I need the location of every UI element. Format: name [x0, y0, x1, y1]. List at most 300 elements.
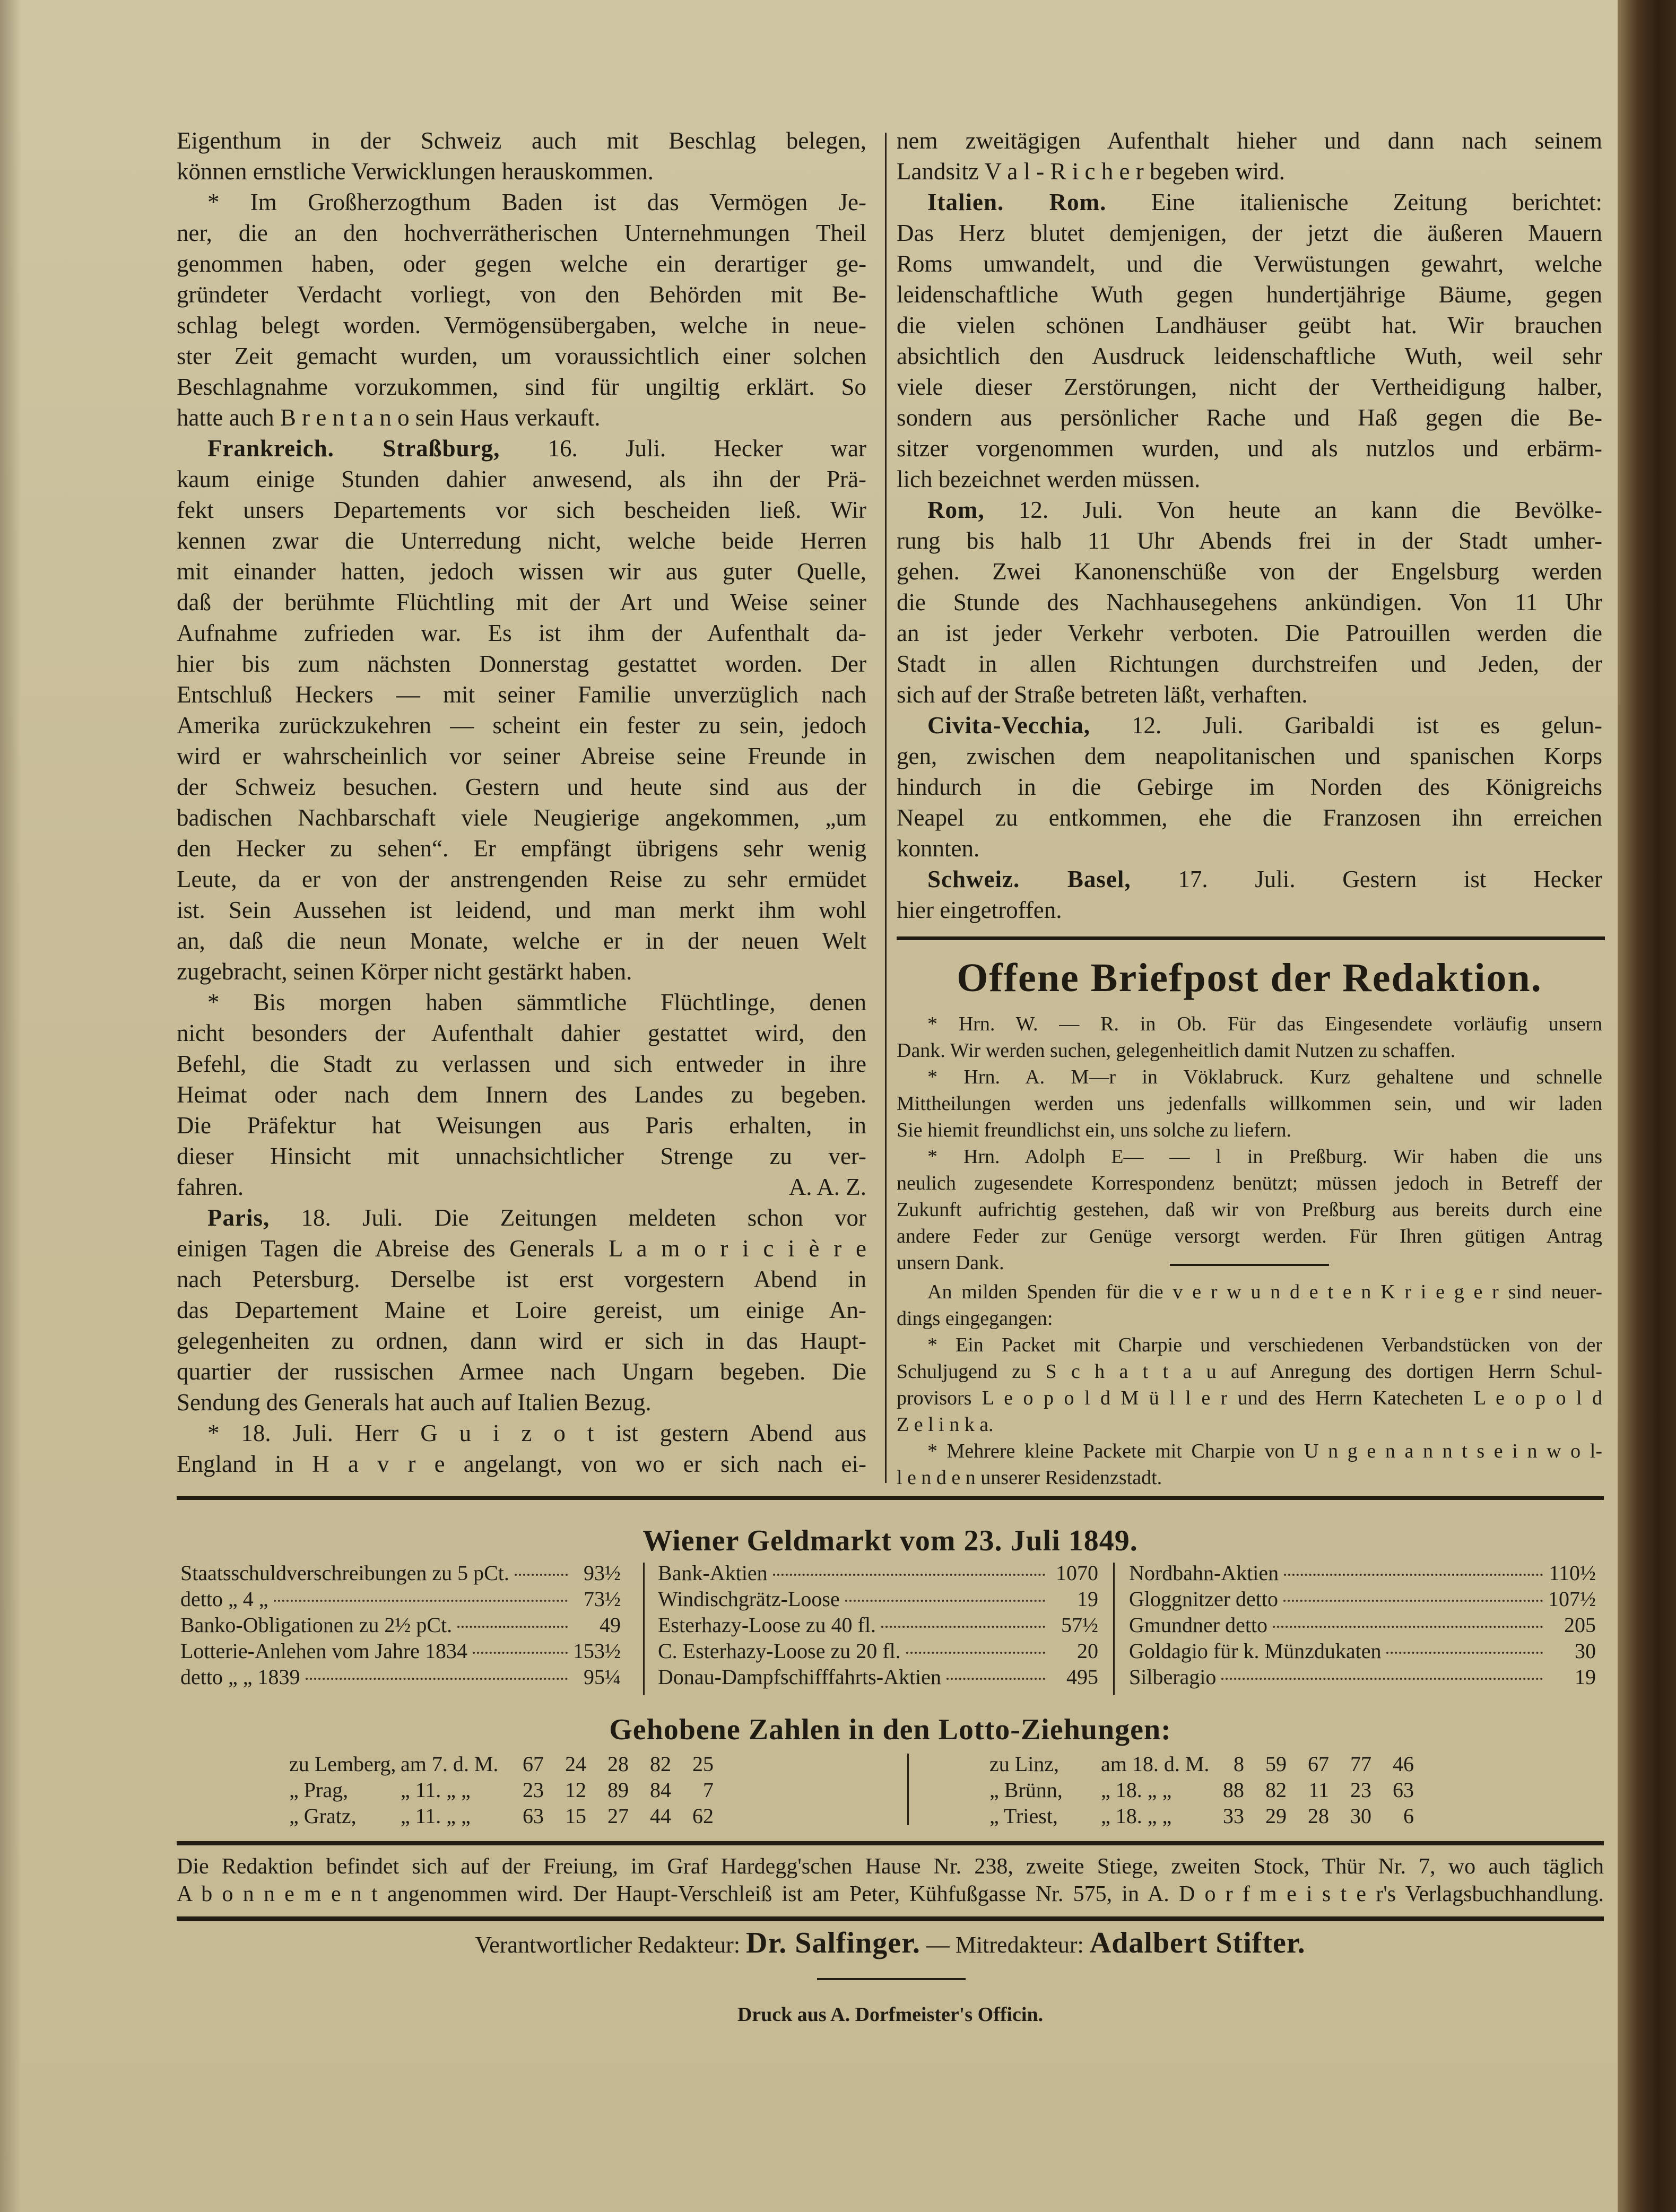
- article-paragraph: [177, 433, 866, 987]
- security-price: 49: [600, 1613, 621, 1637]
- security-price: 57½: [1061, 1613, 1098, 1637]
- briefpost-heading: Offene Briefpost der Redaktion.: [957, 956, 1542, 1000]
- line-text: sich auf der Straße betreten läßt, verhaften.: [897, 681, 1308, 708]
- text-line: [897, 1037, 1602, 1064]
- line-text: Stadt in allen Richtungen durchstreifen und Jeden, der: [897, 650, 1602, 677]
- security-price: 495: [1066, 1665, 1098, 1689]
- market-row: [1129, 1560, 1596, 1586]
- lotto-number: 44: [650, 1804, 671, 1828]
- market-row: [180, 1612, 621, 1638]
- dot-leader: [457, 1626, 568, 1628]
- market-row: [658, 1664, 1098, 1690]
- line-text: Sendung des Generals hat auch auf Italien Bezug.: [177, 1389, 652, 1416]
- text-line: [177, 987, 866, 1018]
- text-line: [897, 1464, 1602, 1491]
- text-line: [177, 1387, 866, 1418]
- text-line: [177, 802, 866, 833]
- lotto-number: 30: [1350, 1804, 1371, 1828]
- line-text: ist. Sein Aussehen ist leidend, und man merkt ihm wohl: [177, 897, 866, 923]
- line-text: gen, zwischen dem neapolitanischen und spanischen Korps: [897, 743, 1602, 769]
- geldmarkt-title: Wiener Geldmarkt vom 23. Juli 1849.: [642, 1524, 1138, 1557]
- line-text: Entschluß Heckers — mit seiner Familie unverzüglich nach: [177, 681, 866, 708]
- text-line: [897, 710, 1602, 741]
- line-text: * Im Großherzogthum Baden ist das Vermögen Je-: [207, 189, 866, 215]
- line-text: * Hrn. Adolph E— — l in Preßburg. Wir haben die uns: [927, 1146, 1602, 1168]
- line-text: Amerika zurückzukehren — scheint ein fester zu sein, jedoch: [177, 712, 866, 739]
- text-line: [897, 248, 1602, 279]
- text-line: [177, 464, 866, 495]
- line-text: * Hrn. W. — R. in Ob. Für das Eingesendete vorläufig unsern: [927, 1013, 1602, 1035]
- article-paragraph: [897, 1279, 1602, 1332]
- line-text: den Hecker zu sehen“. Er empfängt übrigens sehr wenig: [177, 835, 866, 862]
- editor-label: Verantwortlicher Redakteur:: [475, 1932, 741, 1958]
- donations-notes: [897, 1279, 1602, 1491]
- market-row: [658, 1612, 1098, 1638]
- dot-leader: [906, 1652, 1045, 1654]
- lotto-place: „ Prag,: [289, 1778, 349, 1802]
- text-line: [897, 1438, 1602, 1464]
- line-text: * 18. Juli. Herr G u i z o t ist gestern Abend aus: [207, 1420, 866, 1446]
- text-line: [177, 218, 866, 248]
- line-text: Eigenthum in der Schweiz auch mit Beschlag belegen,: [177, 127, 866, 154]
- text-line: [897, 1250, 1602, 1276]
- security-name: Goldagio für k. Münzdukaten: [1129, 1639, 1382, 1663]
- geldmarkt-column-2: [658, 1560, 1098, 1690]
- text-line: [897, 1143, 1602, 1170]
- lotto-row: [989, 1751, 1414, 1777]
- lotto-number: 67: [523, 1752, 544, 1776]
- line-text: sitzer vorgenommen wurden, und als nutzlos und erbärm-: [897, 435, 1602, 462]
- text-line: [177, 1048, 866, 1079]
- geldmarkt-column-3: [1129, 1560, 1596, 1690]
- text-line: [177, 587, 866, 618]
- lotto-date: am 18. d. M.: [1101, 1752, 1210, 1776]
- article-paragraph: [897, 187, 1602, 495]
- line-text: l e n d e n unserer Residenzstadt.: [897, 1467, 1162, 1489]
- table-divider: [1113, 1563, 1115, 1695]
- line-text: an ist jeder Verkehr verboten. Die Patrouillen werden die: [897, 620, 1602, 646]
- dot-leader: [306, 1678, 568, 1680]
- line-text: * Hrn. A. M—r in Vöklabruck. Kurz gehaltene und schnelle: [927, 1066, 1602, 1088]
- security-name: Esterhazy-Loose zu 40 fl.: [658, 1613, 876, 1637]
- text-line: [897, 618, 1602, 648]
- text-line: [177, 833, 866, 864]
- lotto-row: [289, 1751, 714, 1777]
- security-name: detto „ 4 „: [180, 1587, 268, 1611]
- line-text: das Departement Maine et Loire gereist, um einige An-: [177, 1297, 866, 1323]
- text-line: [177, 864, 866, 895]
- text-line: [897, 648, 1602, 679]
- section-rule: [177, 1496, 1604, 1500]
- line-text: * Mehrere kleine Packete mit Charpie von U n g e n a n n t s e i n w o l-: [927, 1440, 1602, 1462]
- lotto-number: 63: [1393, 1778, 1414, 1802]
- line-text: die vielen schönen Landhäuser geübt hat. Wir brauchen: [897, 312, 1602, 339]
- text-line: [897, 310, 1602, 341]
- lotto-number: 62: [692, 1804, 714, 1828]
- text-line: [897, 1011, 1602, 1037]
- line-text: gehen. Zwei Kanonenschüße von der Engelsburg werden: [897, 558, 1602, 585]
- text-line: [177, 341, 866, 371]
- line-text: fekt unsers Departements vor sich bescheiden ließ. Wir: [177, 497, 866, 523]
- text-line: [897, 433, 1602, 464]
- lotto-place: „ Brünn,: [989, 1778, 1063, 1802]
- text-line: [177, 956, 866, 987]
- article-dateline: Schweiz. Basel,: [927, 866, 1131, 892]
- lotto-number: 12: [565, 1778, 586, 1802]
- market-row: [1129, 1612, 1596, 1638]
- lotto-number: 25: [692, 1752, 714, 1776]
- lotto-place: zu Lemberg,: [289, 1752, 396, 1776]
- line-text: neulich zugesendete Korrespondenz benützt; müssen jedoch in Betreff der: [897, 1172, 1602, 1194]
- book-binding: [1618, 0, 1676, 2212]
- market-row: [180, 1664, 621, 1690]
- dot-leader: [1386, 1652, 1543, 1654]
- security-name: Bank-Aktien: [658, 1561, 768, 1585]
- text-line: [897, 1170, 1602, 1196]
- lotto-number: 82: [650, 1752, 671, 1776]
- line-text: England in H a v r e angelangt, von wo er sich nach ei-: [177, 1451, 866, 1477]
- line-text: Eine italienische Zeitung berichtet:: [1106, 189, 1602, 215]
- short-rule: [817, 1978, 966, 1980]
- article-paragraph: [177, 1418, 866, 1479]
- line-text: die Stunde des Nachhausegehens ankündigen. Von 11 Uhr: [897, 589, 1602, 615]
- security-price: 110½: [1549, 1561, 1596, 1585]
- source-signature: A. A. Z.: [788, 1174, 866, 1200]
- text-line: [177, 248, 866, 279]
- security-price: 73½: [584, 1587, 621, 1611]
- text-line: [897, 156, 1602, 187]
- security-name: Gmundner detto: [1129, 1613, 1268, 1637]
- lotto-row: [289, 1803, 714, 1829]
- line-text: quartier der russischen Armee nach Ungarn begeben. Die: [177, 1358, 866, 1385]
- line-text: mit einander hatten, jedoch wissen wir aus guter Quelle,: [177, 558, 866, 585]
- market-row: [1129, 1638, 1596, 1664]
- lotto-place: zu Linz,: [989, 1752, 1060, 1776]
- text-line: [897, 1279, 1602, 1305]
- lotto-row: [989, 1803, 1414, 1829]
- article-paragraph: [897, 1438, 1602, 1491]
- section-rule: [177, 1841, 1604, 1845]
- lotto-number: 33: [1223, 1804, 1244, 1828]
- line-text: konnten.: [897, 835, 980, 862]
- text-line: [177, 1325, 866, 1356]
- dot-leader: [845, 1600, 1045, 1602]
- security-name: detto „ „ 1839: [180, 1665, 300, 1689]
- text-line: [897, 1223, 1602, 1250]
- lotto-date: „ 18. „ „: [1101, 1778, 1172, 1802]
- text-line: [897, 833, 1602, 864]
- security-name: Nordbahn-Aktien: [1129, 1561, 1279, 1585]
- text-line: [897, 125, 1602, 156]
- article-paragraph: [897, 1011, 1602, 1064]
- text-line: [897, 556, 1602, 587]
- table-divider: [907, 1754, 909, 1825]
- article-paragraph: [897, 125, 1602, 187]
- line-text: hatte auch B r e n t a n o sein Haus verkauft.: [177, 404, 601, 431]
- security-price: 30: [1575, 1639, 1596, 1663]
- article-paragraph: [897, 864, 1602, 925]
- line-text: absichtlich den Ausdruck leidenschaftliche Wuth, weil sehr: [897, 343, 1602, 369]
- editor-name: Dr. Salfinger.: [746, 1927, 921, 1959]
- security-name: Gloggnitzer detto: [1129, 1587, 1279, 1611]
- market-row: [658, 1560, 1098, 1586]
- lotto-number: 59: [1265, 1752, 1287, 1776]
- footer-line: Die Redaktion befindet sich auf der Freiung, im Graf Hardegg'schen Hause Nr. 238, zweite Stiege, zweiten Stock, Thür Nr. 7, wo auch täglich: [177, 1854, 1604, 1879]
- line-text: einigen Tagen die Abreise des Generals L a m o r i c i è r e: [177, 1235, 866, 1262]
- article-paragraph: [897, 1332, 1602, 1438]
- line-text: Aufnahme zufrieden war. Es ist ihm der Aufenthalt da-: [177, 620, 866, 646]
- lotto-date: „ 11. „ „: [401, 1804, 471, 1828]
- text-line: [177, 741, 866, 771]
- right-column: [897, 125, 1602, 925]
- market-row: [1129, 1664, 1596, 1690]
- article-dateline: Paris,: [207, 1204, 270, 1231]
- text-line: [177, 525, 866, 556]
- text-line: [897, 1196, 1602, 1223]
- line-text: nicht besonders der Aufenthalt dahier gestattet wird, den: [177, 1020, 866, 1046]
- line-text: leidenschaftliche Wuth gegen hundertjährige Bäume, gegen: [897, 281, 1602, 308]
- line-text: zugebracht, seinen Körper nicht gestärkt haben.: [177, 958, 632, 985]
- lotto-number: 88: [1223, 1778, 1244, 1802]
- security-name: Lotterie-Anlehen vom Jahre 1834: [180, 1639, 467, 1663]
- section-rule: [897, 936, 1605, 940]
- market-row: [1129, 1586, 1596, 1612]
- printer-imprint: Druck aus A. Dorfmeister's Officin.: [737, 2003, 1044, 2026]
- text-line: [177, 771, 866, 802]
- dot-leader: [1221, 1678, 1543, 1680]
- line-text: rung bis halb 11 Uhr Abends frei in der Stadt umher-: [897, 527, 1602, 554]
- text-line: [897, 279, 1602, 310]
- line-text: 18. Juli. Die Zeitungen meldeten schon vor: [270, 1204, 866, 1231]
- text-line: [897, 741, 1602, 771]
- line-text: Dank. Wir werden suchen, gelegenheitlich damit Nutzen zu schaffen.: [897, 1039, 1456, 1062]
- article-paragraph: [897, 710, 1602, 864]
- line-text: schlag belegt worden. Vermögensübergaben, welche in neue-: [177, 312, 866, 339]
- text-line: [177, 1448, 866, 1479]
- market-row: [658, 1638, 1098, 1664]
- lotto-group-2: [989, 1751, 1414, 1829]
- line-text: ner, die an den hochverrätherischen Unternehmungen Theil: [177, 220, 866, 246]
- lotto-number: 63: [523, 1804, 544, 1828]
- lotto-number: 11: [1308, 1778, 1329, 1802]
- lotto-number: 6: [1403, 1804, 1414, 1828]
- line-text: daß der berühmte Flüchtling mit der Art und Weise seiner: [177, 589, 866, 615]
- line-text: Leute, da er von der anstrengenden Reise zu sehr ermüdet: [177, 866, 866, 892]
- lotto-date: „ 18. „ „: [1101, 1804, 1172, 1828]
- line-text: 17. Juli. Gestern ist Hecker: [1131, 866, 1602, 892]
- security-name: Staatsschuldverschreibungen zu 5 pCt.: [180, 1561, 509, 1585]
- market-row: [658, 1586, 1098, 1612]
- line-text: nem zweitägigen Aufenthalt hieher und dann nach seinem: [897, 127, 1602, 154]
- text-line: [897, 864, 1602, 895]
- text-line: [897, 679, 1602, 710]
- geldmarkt-column-1: [180, 1560, 621, 1690]
- lotto-number: 89: [607, 1778, 629, 1802]
- lotto-place: „ Gratz,: [289, 1804, 357, 1828]
- text-line: [897, 1332, 1602, 1358]
- lotto-number: 24: [565, 1752, 586, 1776]
- article-paragraph: [897, 1143, 1602, 1276]
- line-text: dieser Hinsicht mit unnachsichtlicher Strenge zu ver-: [177, 1143, 866, 1169]
- line-text: lich bezeichnet werden müssen.: [897, 466, 1201, 492]
- text-line: [177, 1018, 866, 1048]
- page-edge-shadow: [0, 0, 21, 2212]
- text-line: [897, 1064, 1602, 1090]
- text-line: [897, 1358, 1602, 1385]
- security-price: 95¼: [584, 1665, 621, 1689]
- lotto-date: „ 11. „ „: [401, 1778, 471, 1802]
- dot-leader: [1284, 1574, 1543, 1576]
- line-text: Landsitz V a l - R i c h e r begeben wird.: [897, 158, 1285, 185]
- text-line: [177, 679, 866, 710]
- line-text: Roms umwandelt, und die Verwüstungen gewahrt, welche: [897, 250, 1602, 277]
- line-text: fahren.: [177, 1174, 244, 1200]
- line-text: nach Petersburg. Derselbe ist erst vorgestern Abend in: [177, 1266, 866, 1292]
- left-column: [177, 125, 866, 1479]
- security-price: 153½: [573, 1639, 621, 1663]
- line-text: dings eingegangen:: [897, 1307, 1053, 1330]
- dot-leader: [473, 1652, 568, 1654]
- article-paragraph: [897, 495, 1602, 710]
- security-price: 93½: [584, 1561, 621, 1585]
- lotto-number: 82: [1265, 1778, 1287, 1802]
- text-line: [897, 1090, 1602, 1117]
- text-line: [177, 710, 866, 741]
- text-line: [897, 1411, 1602, 1438]
- lotto-row: [289, 1777, 714, 1803]
- article-dateline: Rom,: [927, 497, 985, 523]
- security-price: 205: [1564, 1613, 1596, 1637]
- coeditor-name: Adalbert Stifter.: [1089, 1927, 1306, 1959]
- line-text: Zukunft aufrichtig gestehen, daß wir von Preßburg aus bereits durch eine: [897, 1199, 1602, 1221]
- text-line: [897, 1385, 1602, 1411]
- line-text: * Bis morgen haben sämmtliche Flüchtlinge, denen: [207, 989, 866, 1016]
- line-text: 12. Juli. Von heute an kann die Bevölke-: [984, 497, 1602, 523]
- text-line: [177, 310, 866, 341]
- line-text: Heimat oder nach dem Innern des Landes zu begeben.: [177, 1081, 866, 1108]
- short-rule: [1170, 1264, 1329, 1266]
- dot-leader: [515, 1574, 568, 1576]
- line-text: Sie hiemit freundlichst ein, uns solche zu liefern.: [897, 1119, 1291, 1141]
- text-line: [897, 525, 1602, 556]
- text-line: [177, 1295, 866, 1325]
- editors-line: [177, 1926, 1604, 1960]
- text-line: [897, 1305, 1602, 1332]
- lotto-number: 23: [523, 1778, 544, 1802]
- line-text: hier bis zum nächsten Donnerstag gestattet worden. Der: [177, 650, 866, 677]
- line-text: hier eingetroffen.: [897, 897, 1062, 923]
- security-price: 19: [1575, 1665, 1596, 1689]
- line-text: 12. Juli. Garibaldi ist es gelun-: [1090, 712, 1602, 739]
- text-line: [897, 495, 1602, 525]
- line-text: unsern Dank.: [897, 1252, 1004, 1274]
- market-row: [180, 1560, 621, 1586]
- lotto-number: 46: [1393, 1752, 1414, 1776]
- line-text: Schuljugend zu S c h a t t a u auf Anregung des dortigen Herrn Schul-: [897, 1360, 1602, 1383]
- line-text: Die Präfektur hat Weisungen aus Paris erhalten, in: [177, 1112, 866, 1139]
- text-line: [177, 1079, 866, 1110]
- text-line: [177, 433, 866, 464]
- line-text: Das Herz blutet demjenigen, der jetzt die äußeren Mauern: [897, 220, 1602, 246]
- lotto-date: am 7. d. M.: [401, 1752, 499, 1776]
- dot-leader: [773, 1574, 1045, 1576]
- line-text: Befehl, die Stadt zu verlassen und sich entweder in ihre: [177, 1051, 866, 1077]
- text-line: [897, 895, 1602, 925]
- article-paragraph: [177, 125, 866, 187]
- text-line: [177, 1356, 866, 1387]
- line-text: Beschlagnahme vorzukommen, sind für ungiltig erklärt. So: [177, 374, 866, 400]
- article-paragraph: [177, 1202, 866, 1418]
- lotto-number: 7: [703, 1778, 714, 1802]
- line-text: genommen haben, oder gegen welche ein derartiger ge-: [177, 250, 866, 277]
- text-line: [177, 1202, 866, 1233]
- text-line: [897, 1117, 1602, 1143]
- lotto-number: 84: [650, 1778, 671, 1802]
- article-dateline: Frankreich. Straßburg,: [207, 435, 500, 462]
- article-dateline: Civita-Vecchia,: [927, 712, 1091, 739]
- line-text: provisors L e o p o l d M ü l l e r und des Herrn Katecheten L e o p o l d: [897, 1387, 1602, 1409]
- text-line: [177, 1172, 866, 1202]
- line-text: viele dieser Zerstörungen, nicht der Vertheidigung halber,: [897, 374, 1602, 400]
- article-dateline: Italien. Rom.: [927, 189, 1107, 215]
- article-paragraph: [177, 987, 866, 1202]
- lotto-number: 8: [1234, 1752, 1244, 1776]
- lotto-number: 23: [1350, 1778, 1371, 1802]
- line-text: andere Feder zur Genüge versorgt werden. Für Ihren gütigen Antrag: [897, 1225, 1602, 1247]
- text-line: [177, 925, 866, 956]
- security-name: Banko-Obligationen zu 2½ pCt.: [180, 1613, 453, 1637]
- column-divider: [885, 133, 887, 1483]
- text-line: [897, 464, 1602, 495]
- text-line: [177, 648, 866, 679]
- briefpost-notes: [897, 1011, 1602, 1276]
- dot-leader: [274, 1600, 568, 1602]
- lotto-number: 28: [1308, 1804, 1329, 1828]
- line-text: gelegenheiten zu ordnen, dann wird er sich in das Haupt-: [177, 1328, 866, 1354]
- footer-line: A b o n n e m e n t angenommen wird. Der Haupt-Verschleiß ist am Peter, Kühfußgasse Nr. 575, in A. D o r f m e i s t e r's Verlagsbuchhandlung.: [177, 1882, 1604, 1906]
- text-line: [897, 771, 1602, 802]
- text-line: [897, 218, 1602, 248]
- line-text: Neapel zu entkommen, ehe die Franzosen ihn erreichen: [897, 804, 1602, 831]
- line-text: kaum einige Stunden dahier anwesend, als ihn der Prä-: [177, 466, 866, 492]
- line-text: Z e l i n k a.: [897, 1413, 994, 1436]
- security-name: Donau-Dampfschifffahrts-Aktien: [658, 1665, 941, 1689]
- line-text: kennen zwar die Unterredung nicht, welche beide Herren: [177, 527, 866, 554]
- line-text: an, daß die neun Monate, welche er in der neuen Welt: [177, 927, 866, 954]
- lotto-row: [989, 1777, 1414, 1803]
- text-line: [177, 156, 866, 187]
- lotto-number: 28: [607, 1752, 629, 1776]
- dot-leader: [1283, 1600, 1543, 1602]
- text-line: [177, 618, 866, 648]
- security-price: 107½: [1548, 1587, 1596, 1611]
- lotto-number: 15: [565, 1804, 586, 1828]
- text-line: [177, 279, 866, 310]
- text-line: [897, 371, 1602, 402]
- security-name: Windischgrätz-Loose: [658, 1587, 840, 1611]
- text-line: [177, 1418, 866, 1448]
- line-text: sondern aus persönlicher Rache und Haß gegen die Be-: [897, 404, 1602, 431]
- text-line: [177, 1233, 866, 1264]
- security-price: 1070: [1056, 1561, 1098, 1585]
- line-text: der Schweiz besuchen. Gestern und heute sind aus der: [177, 774, 866, 800]
- dot-leader: [1273, 1626, 1543, 1628]
- text-line: [897, 802, 1602, 833]
- line-text: badischen Nachbarschaft viele Neugierige angekommen, „um: [177, 804, 866, 831]
- lotto-group-1: [289, 1751, 714, 1829]
- lotto-place: „ Triest,: [989, 1804, 1058, 1828]
- text-line: [897, 187, 1602, 218]
